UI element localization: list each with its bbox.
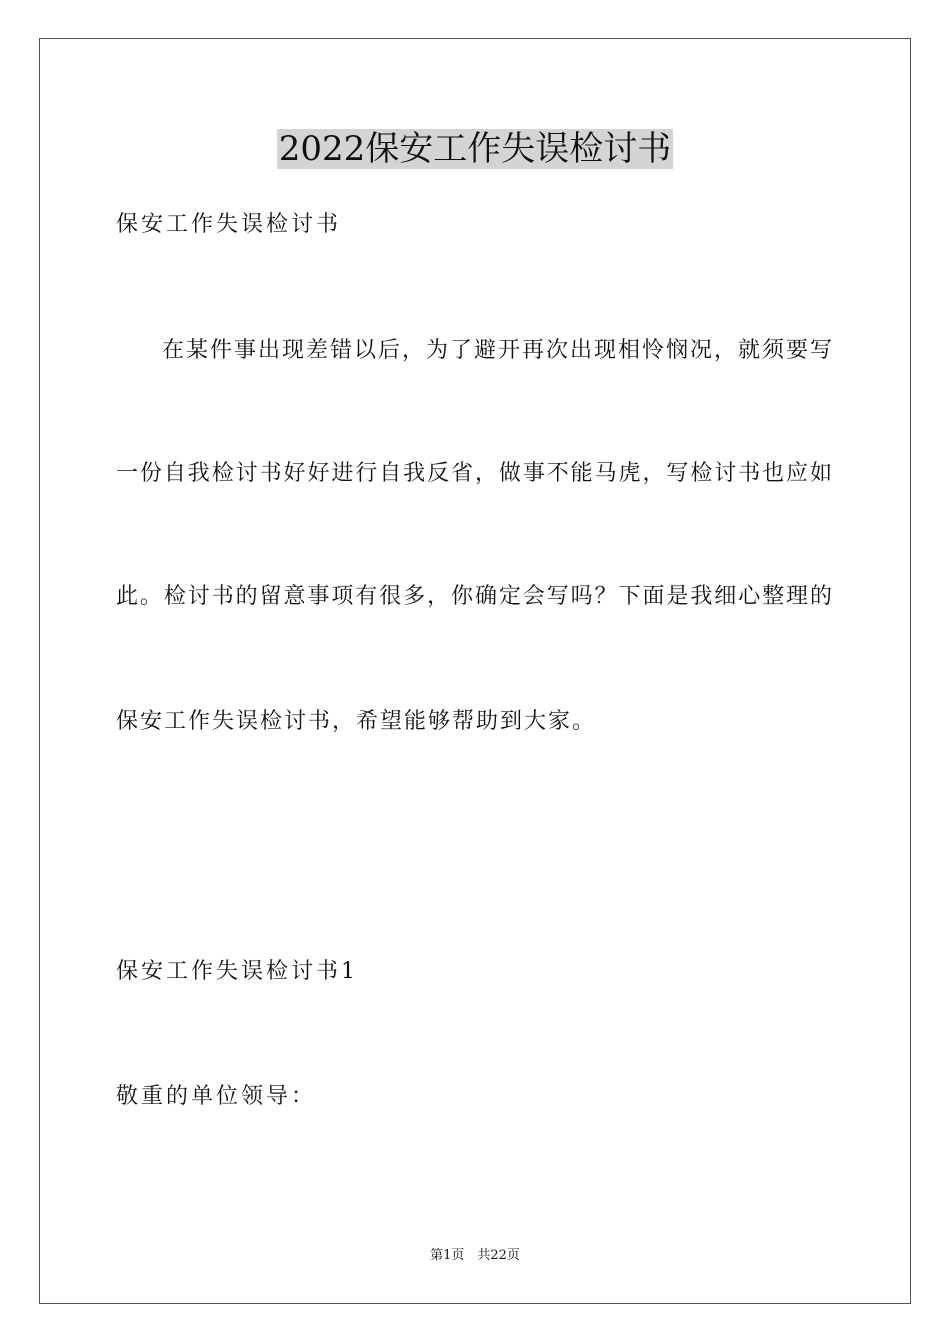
document-title-text: 2022保安工作失误检讨书 xyxy=(278,129,672,169)
intro-line-4: 保安工作失误检讨书，希望能够帮助到大家。 xyxy=(116,709,597,734)
intro-line-2: 一份自我检讨书好好进行自我反省，做事不能马虎，写检讨书也应如 xyxy=(116,461,832,486)
document-subtitle: 保安工作失误检讨书 xyxy=(116,212,342,237)
page-number-footer: 第1页 共22页 xyxy=(430,1248,520,1263)
section-heading: 保安工作失误检讨书1 xyxy=(116,959,358,984)
intro-line-1: 在某件事出现差错以后，为了避开再次出现相怜悯况，就须要写 xyxy=(162,338,832,363)
intro-line-3: 此。检讨书的留意事项有很多，你确定会写吗？下面是我细心整理的 xyxy=(116,584,832,609)
salutation: 敬重的单位领导： xyxy=(116,1084,317,1109)
document-title xyxy=(0,128,950,170)
